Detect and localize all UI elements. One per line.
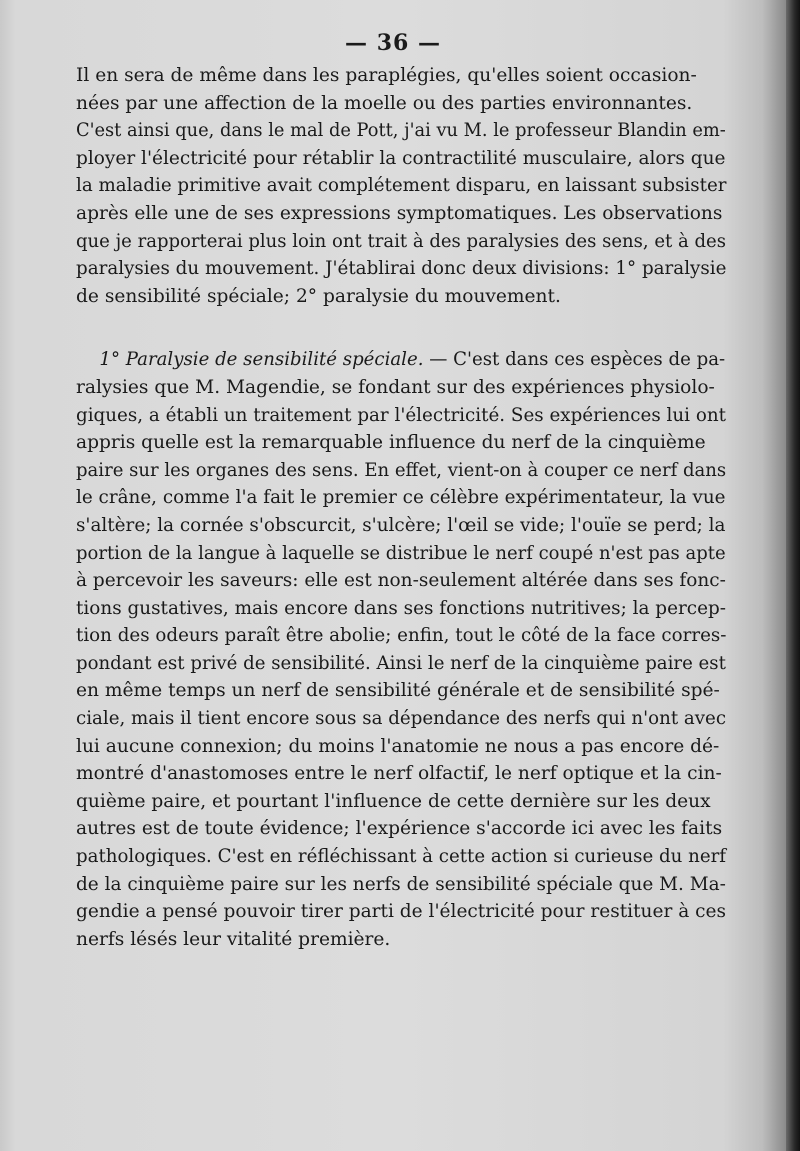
text-line: nées par une affection de la moelle ou des parties environnantes.: [76, 92, 693, 114]
paragraph-2-first-line: [76, 346, 726, 374]
text-line: pathologiques. C'est en réfléchissant à cette action si curieuse du nerf: [76, 846, 727, 868]
text-line: giques, a établi un traitement par l'électricité. Ses expériences lui ont: [76, 404, 726, 426]
paragraph-2: [76, 346, 726, 953]
text-line: ciale, mais il tient encore sous sa dépendance des nerfs qui n'ont avec: [76, 708, 727, 730]
text-line: après elle une de ses expressions symptomatiques. Les observations: [76, 202, 723, 224]
text-line: gendie a pensé pouvoir tirer parti de l'électricité pour restituer à ces: [76, 901, 727, 923]
text-line: le crâne, comme l'a fait le premier ce célèbre expérimentateur, la vue: [76, 487, 726, 509]
text-line: de sensibilité spéciale; 2° paralysie du mouvement.: [76, 285, 561, 307]
paragraph-1: [76, 62, 726, 310]
text-line: tions gustatives, mais encore dans ses fonctions nutritives; la percep-: [76, 597, 726, 619]
text-line: de la cinquième paire sur les nerfs de sensibilité spéciale que M. Ma-: [76, 873, 726, 895]
body-text: [76, 62, 726, 953]
text-line: à percevoir les saveurs: elle est non-seulement altérée dans ses fonc-: [76, 570, 726, 592]
paragraph-spacer: [76, 310, 726, 346]
page-number: — 36 —: [345, 30, 441, 56]
text-line: nerfs lésés leur vitalité première.: [76, 928, 391, 950]
text-line: ralysies que M. Magendie, se fondant sur des expériences physiolo-: [76, 376, 715, 398]
text-line: montré d'anastomoses entre le nerf olfactif, le nerf optique et la cin-: [76, 763, 722, 785]
text-line: en même temps un nerf de sensibilité générale et de sensibilité spé-: [76, 680, 720, 702]
text-line: que je rapporterai plus loin ont trait à des paralysies des sens, et à des: [76, 230, 726, 252]
text-line: appris quelle est la remarquable influence du nerf de la cinquième: [76, 432, 706, 454]
text-line: lui aucune connexion; du moins l'anatomie ne nous a pas encore dé-: [76, 735, 720, 757]
text-fragment: — C'est dans ces espèces de pa-: [423, 349, 726, 371]
text-line: quième paire, et pourtant l'influence de cette dernière sur les deux: [76, 790, 711, 812]
text-line: Il en sera de même dans les paraplégies, qu'elles soient occasion-: [76, 65, 697, 86]
text-line: s'altère; la cornée s'obscurcit, s'ulcère; l'œil se vide; l'ouïe se perd; la: [76, 514, 726, 536]
text-line: pondant est privé de sensibilité. Ainsi le nerf de la cinquième paire est: [76, 652, 726, 674]
text-line: C'est ainsi que, dans le mal de Pott, j'ai vu M. le professeur Blandin em-: [76, 120, 726, 142]
section-heading: 1° Paralysie de sensibilité spéciale.: [99, 349, 424, 371]
book-spine-edge: [786, 0, 800, 1151]
text-line: ployer l'électricité pour rétablir la contractilité musculaire, alors que: [76, 147, 726, 169]
text-line: portion de la langue à laquelle se distribue le nerf coupé n'est pas apte: [76, 542, 726, 564]
text-line: paralysies du mouvement. J'établirai donc deux divisions: 1° paralysie: [76, 258, 727, 280]
text-line: la maladie primitive avait complétement disparu, en laissant subsister: [76, 175, 727, 197]
text-line: autres est de toute évidence; l'expérience s'accorde ici avec les faits: [76, 818, 723, 840]
text-line: paire sur les organes des sens. En effet, vient-on à couper ce nerf dans: [76, 459, 727, 481]
text-line: tion des odeurs paraît être abolie; enfin, tout le côté de la face corres-: [76, 625, 727, 647]
